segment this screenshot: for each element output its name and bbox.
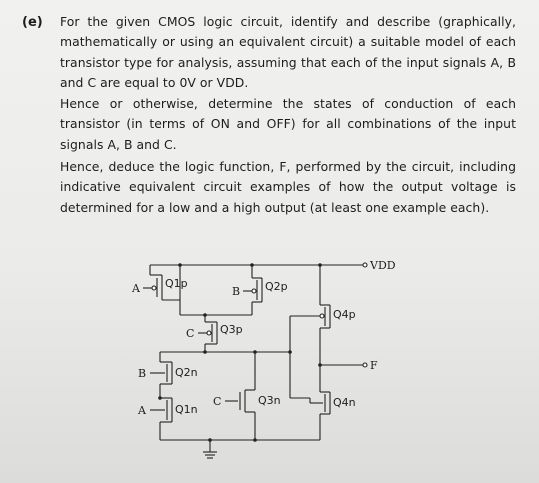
q2n-name: Q2n <box>175 366 198 379</box>
paragraph-3: Hence, deduce the logic function, F, performed by the circuit, including indicative equivalent circuit examples of how the output voltage is determined for a low and a high output (at least one example each). <box>60 159 516 215</box>
q4n-name: Q4n <box>333 396 356 409</box>
q2p-input: B <box>232 285 241 298</box>
question-label: (e) <box>22 15 43 30</box>
q3n-input: C <box>213 395 222 408</box>
q1n-input: A <box>138 404 146 417</box>
vdd-terminal <box>363 263 367 267</box>
q1p-input: A <box>132 282 140 295</box>
q2p-name: Q2p <box>265 280 288 293</box>
q3n-name: Q3n <box>258 394 281 407</box>
q3p-input: C <box>186 327 195 340</box>
output-label: F <box>370 359 378 372</box>
q1p-name: Q1p <box>165 277 188 290</box>
q3p-name: Q3p <box>220 323 243 336</box>
q1n-name: Q1n <box>175 403 198 416</box>
paragraph-2: Hence or otherwise, determine the states of conduction of each transistor (in terms of ON and OFF) for all combinations of the input signals A, B and C. <box>60 96 516 152</box>
paragraph-1: For the given CMOS logic circuit, identify and describe (graphically, mathematically or using an equivalent circuit) a suitable model of each transistor type for analysis, assuming that each of the input signals A, B and C are equal to 0V or VDD. <box>60 14 516 90</box>
vdd-label: VDD <box>370 259 396 272</box>
q2n-input: B <box>138 367 147 380</box>
q4p-name: Q4p <box>333 308 356 321</box>
